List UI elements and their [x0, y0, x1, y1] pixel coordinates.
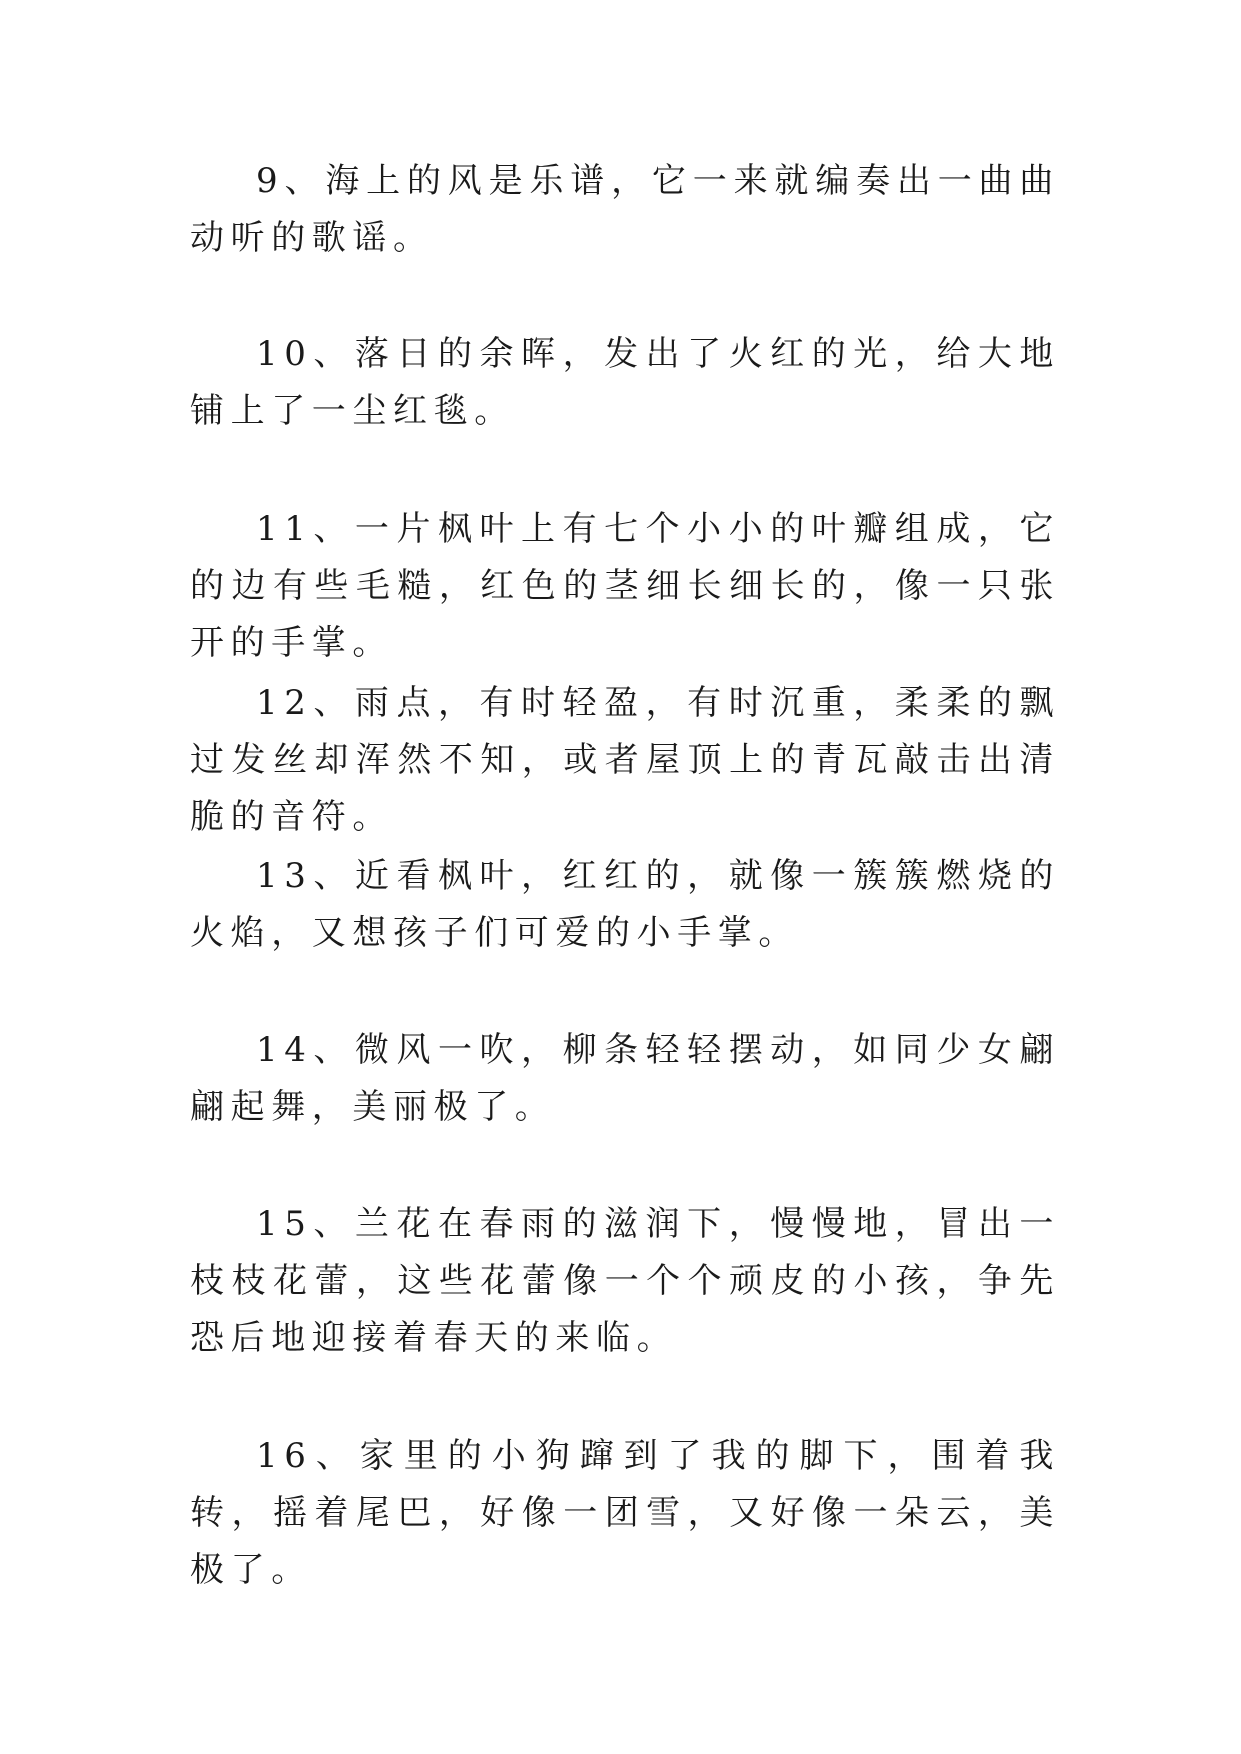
paragraph-16: 16、家里的小狗蹿到了我的脚下，围着我转，摇着尾巴，好像一团雪，又好像一朵云，美极了。 [190, 1436, 1060, 1590]
paragraph-11: 11、一片枫叶上有七个小小的叶瓣组成，它的边有些毛糙，红色的茎细长细长的，像一只张开的手掌。 [190, 509, 1060, 663]
paragraph-14: 14、微风一吹，柳条轻轻摆动，如同少女翩翩起舞，美丽极了。 [190, 1030, 1060, 1127]
paragraph-10: 10、落日的余晖，发出了火红的光，给大地铺上了一尘红毯。 [190, 334, 1060, 431]
paragraph-15: 15、兰花在春雨的滋润下，慢慢地，冒出一枝枝花蕾，这些花蕾像一个个顽皮的小孩，争先恐后地迎接着春天的来临。 [190, 1204, 1060, 1358]
paragraph-9: 9、海上的风是乐谱，它一来就编奏出一曲曲动听的歌谣。 [190, 161, 1060, 258]
paragraph-13: 13、近看枫叶，红红的，就像一簇簇燃烧的火焰，又想孩子们可爱的小手掌。 [190, 856, 1060, 953]
paragraph-12: 12、雨点，有时轻盈，有时沉重，柔柔的飘过发丝却浑然不知，或者屋顶上的青瓦敲击出清脆的音符。 [190, 683, 1060, 837]
